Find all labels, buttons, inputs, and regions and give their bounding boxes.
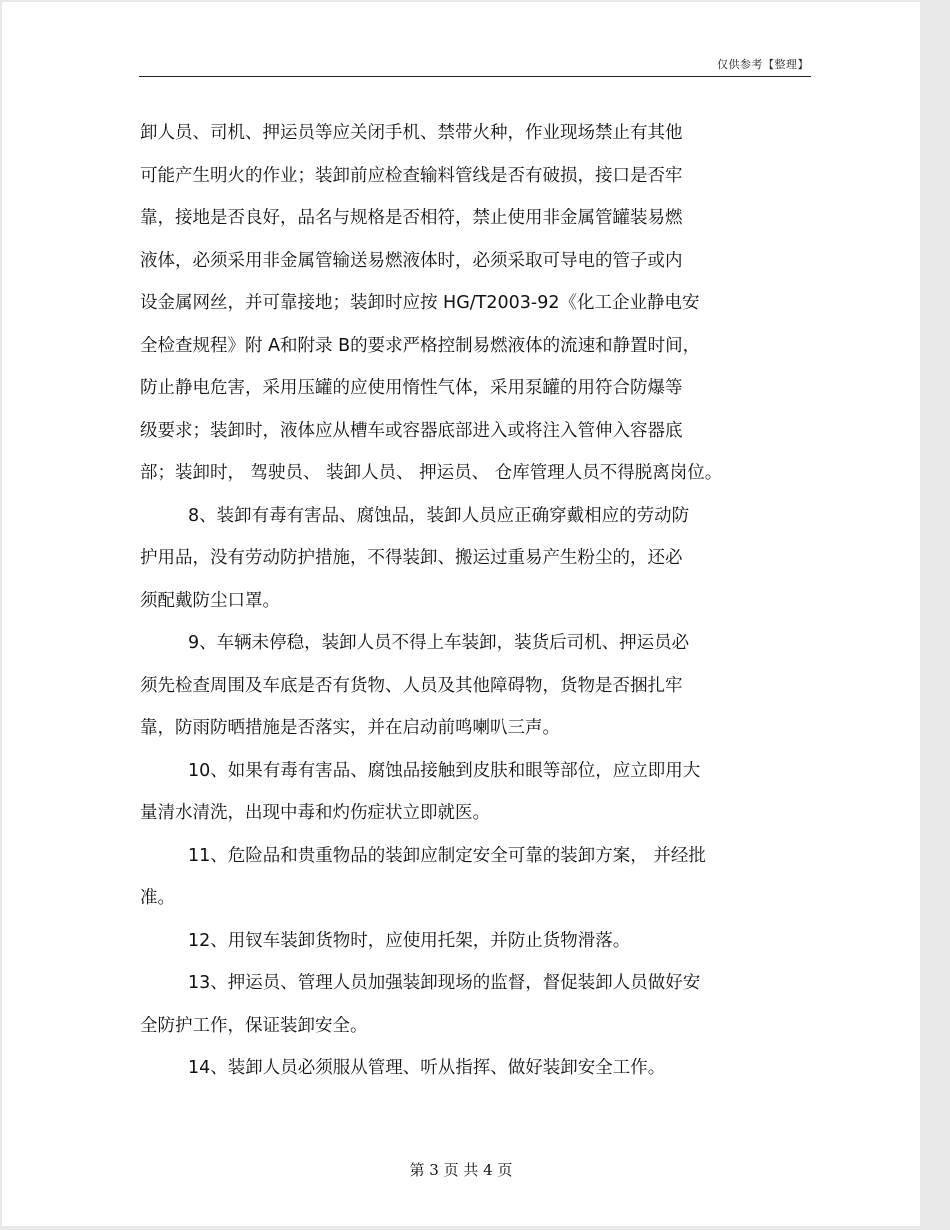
page-number: 第 3 页 共 4 页 (409, 1161, 513, 1179)
text-line: 设金属网丝，并可靠接地；装卸时应按 HG/T2003-92《化工企业静电安 (140, 293, 700, 313)
paragraph-start-12: 12、用钗车装卸货物时，应使用托架，并防止货物滑落。 (188, 930, 631, 951)
paragraph-start-11: 11、危险品和贵重物品的装卸应制定安全可靠的装卸方案， 并经批 (188, 845, 706, 866)
text-line: 卸人员、司机、押运员等应关闭手机、禁带火种，作业现场禁止有其他 (140, 123, 683, 143)
text-line: 级要求；装卸时，液体应从槽车或容器底部进入或将注入管伸入容器底 (140, 420, 683, 441)
text-line: 可能产生明火的作业；装卸前应检查输料管线是否有破损，接口是否牢 (140, 165, 683, 186)
text-line: 靠，接地是否良好，品名与规格是否相符，禁止使用非金属管罐装易燃 (140, 208, 683, 228)
paragraph-start-10: 10、如果有毒有害品、腐蚀品接触到皮肤和眼等部位，应立即用大 (188, 760, 701, 781)
text-line: 护用品，没有劳动防护措施，不得装卸、搬运过重易产生粉尘的，还必 (140, 548, 683, 568)
paragraph-start-13: 13、押运员、管理人员加强装卸现场的监督，督促装卸人员做好安 (188, 973, 701, 993)
body-text (140, 112, 816, 1090)
text-line: 全检查规程》附 A和附录 B的要求严格控制易燃液体的流速和静置时间， (140, 335, 701, 356)
document-page (2, 2, 920, 1226)
text-line: 靠，防雨防晒措施是否落实，并在启动前鸣喇叭三声。 (140, 718, 560, 738)
text-line: 液体，必须采用非金属管输送易燃液体时，必须采取可导电的管子或内 (140, 250, 683, 271)
text-line: 防止静电危害，采用压罐的应使用惰性气体，采用泵罐的用符合防爆等 (140, 378, 683, 398)
paragraph-start-8: 8、装卸有毒有害品、腐蚀品，装卸人员应正确穿戴相应的劳动防 (188, 505, 690, 526)
text-line: 准。 (140, 888, 175, 908)
text-line: 须先检查周围及车底是否有货物、人员及其他障碍物，货物是否捆扎牢 (140, 675, 683, 696)
text-line: 部；装卸时， 驾驶员、 装卸人员、 押运员、 仓库管理人员不得脱离岗位。 (140, 463, 723, 483)
paragraph-start-9: 9、车辆未停稳，装卸人员不得上车装卸，装货后司机、押运员必 (188, 633, 690, 653)
paragraph-start-14: 14、装卸人员必须服从管理、听从指挥、做好装卸安全工作。 (188, 1058, 666, 1078)
text-line: 全防护工作，保证装卸安全。 (140, 1015, 368, 1036)
header-label: 仅供参考【整理】 (717, 58, 809, 71)
text-line: 须配戴防尘口罩。 (140, 590, 280, 611)
page-header (139, 52, 811, 77)
text-line: 量清水清洗，出现中毒和灼伤症状立即就医。 (140, 803, 490, 823)
